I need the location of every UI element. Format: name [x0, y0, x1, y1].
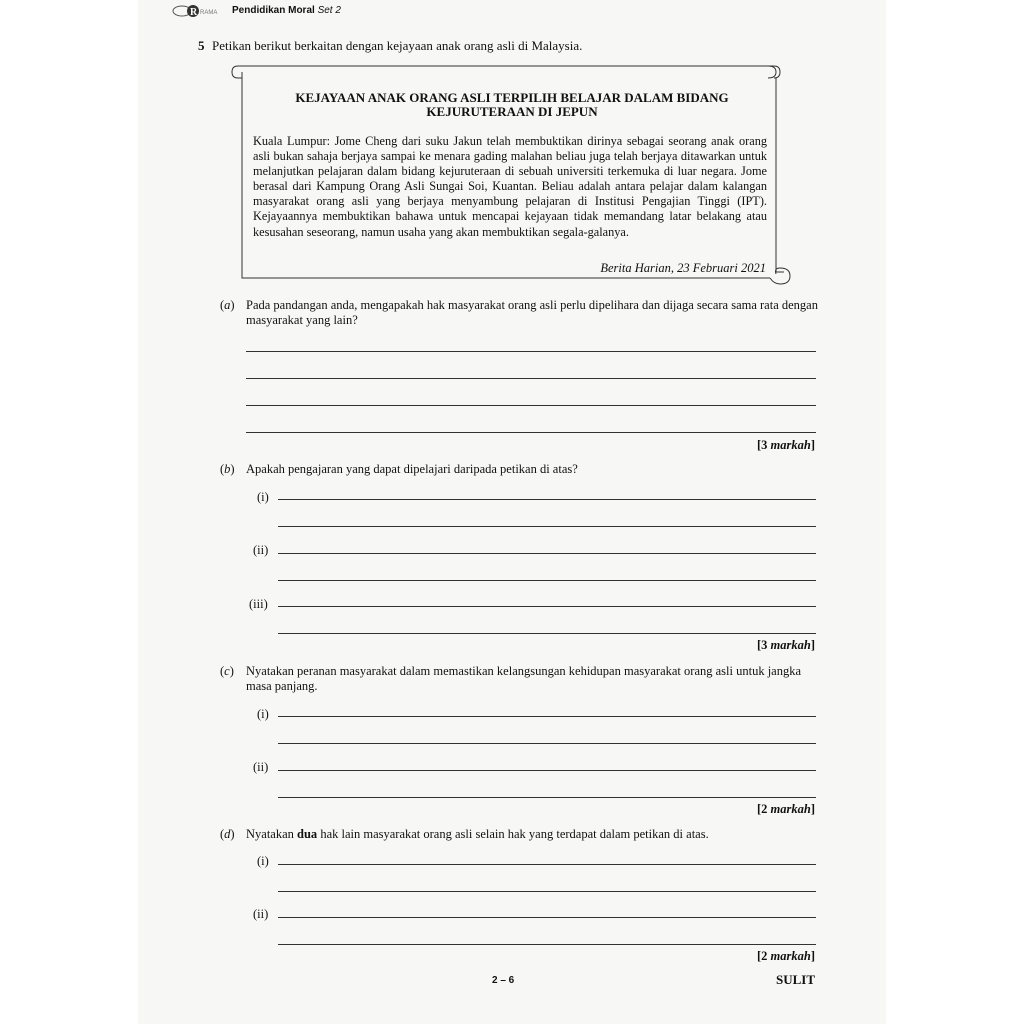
answer-line-c-i-1[interactable] — [278, 716, 816, 717]
part-d-question: Nyatakan dua hak lain masyarakat orang asli selain hak yang terdapat dalam petikan di atas. — [246, 827, 709, 841]
answer-line-d-i-2[interactable] — [278, 891, 816, 892]
part-a-label: (a) — [220, 298, 235, 312]
part-b-sub-i: (i) — [257, 490, 269, 504]
answer-line-d-ii-2[interactable] — [278, 944, 816, 945]
answer-line-c-ii-1[interactable] — [278, 770, 816, 771]
answer-line-a1[interactable] — [246, 351, 816, 352]
article-paragraph: Kuala Lumpur: Jome Cheng dari suku Jakun telah membuktikan dirinya sebagai seorang anak orang asli bukan sahaja berjaya sampai ke menara gading malahan beliau juga telah berjaya ditawarkan untuk melanjutkan pelajaran dalam bidang kejuruteraan di sebuah universiti terkemuka di luar negara. Jome berasal dari Kampung Orang Asli Sungai Soi, Kuantan. Beliau adalah antara pelajar dalam kalangan masyarakat orang asli yang berjaya menyambung pelajaran di Institusi Pengajian Tinggi (IPT). Kejayaannya membuktikan bahawa untuk mencapai kejayaan tidak memandang latar belakang atau kesusahan seseorang, namun usaha yang akan membuktikan segala-galanya. — [253, 134, 767, 239]
confidential-label: SULIT — [776, 972, 816, 987]
part-b-sub-iii: (iii) — [249, 597, 268, 611]
answer-line-b-ii-1[interactable] — [278, 553, 816, 554]
part-c-question: Nyatakan peranan masyarakat dalam memastikan kelangsungan kehidupan masyarakat orang asli untuk jangka masa panjang. — [246, 664, 802, 693]
emphasis-word: dua — [297, 827, 318, 841]
answer-line-a3[interactable] — [246, 405, 816, 406]
answer-line-b-iii-1[interactable] — [278, 606, 816, 607]
part-c-marks: [2 markah] — [756, 802, 815, 816]
article-body — [253, 134, 767, 240]
part-b-label: (b) — [220, 462, 235, 476]
answer-line-b-i-1[interactable] — [278, 499, 816, 500]
part-d-label: (d) — [220, 827, 235, 841]
part-d-marks: [2 markah] — [756, 949, 815, 963]
article-title-line1: KEJAYAAN ANAK ORANG ASLI TERPILIH BELAJAR DALAM BIDANG — [295, 90, 729, 105]
svg-text:R: R — [190, 7, 198, 18]
article-source: Berita Harian, 23 Februari 2021 — [600, 261, 766, 275]
question-intro: Petikan berikut berkaitan dengan kejayaan anak orang asli di Malaysia. — [212, 38, 583, 53]
logo-text: RAMA — [200, 10, 218, 16]
article-title-line2: KEJURUTERAAN DI JEPUN — [426, 104, 598, 119]
part-c-label: (c) — [220, 664, 234, 678]
part-b-sub-ii: (ii) — [253, 543, 269, 557]
article-title — [252, 91, 772, 119]
part-b-marks: [3 markah] — [756, 638, 815, 652]
answer-line-d-i-1[interactable] — [278, 864, 816, 865]
answer-line-d-ii-1[interactable] — [278, 917, 816, 918]
part-b-question: Apakah pengajaran yang dapat dipelajari daripada petikan di atas? — [246, 462, 578, 476]
part-c-sub-i: (i) — [257, 707, 269, 721]
publisher-logo — [172, 4, 228, 18]
answer-line-a2[interactable] — [246, 378, 816, 379]
answer-line-b-ii-2[interactable] — [278, 580, 816, 581]
part-a-question: Pada pandangan anda, mengapakah hak masyarakat orang asli perlu dipelihara dan dijaga secara sama rata dengan masyarakat yang lain? — [246, 298, 818, 327]
question-number: 5 — [198, 38, 205, 53]
part-a-marks: [3 markah] — [756, 438, 815, 452]
page-number: 2 – 6 — [492, 975, 515, 986]
answer-line-c-i-2[interactable] — [278, 743, 816, 744]
set-label: Set 2 — [317, 5, 341, 16]
part-d-sub-ii: (ii) — [253, 907, 269, 921]
part-c-sub-ii: (ii) — [253, 760, 269, 774]
header-title — [232, 5, 341, 16]
subject-title: Pendidikan Moral — [232, 5, 315, 16]
answer-line-b-iii-2[interactable] — [278, 633, 816, 634]
answer-line-b-i-2[interactable] — [278, 526, 816, 527]
answer-line-c-ii-2[interactable] — [278, 797, 816, 798]
answer-line-a4[interactable] — [246, 432, 816, 433]
part-d-sub-i: (i) — [257, 854, 269, 868]
